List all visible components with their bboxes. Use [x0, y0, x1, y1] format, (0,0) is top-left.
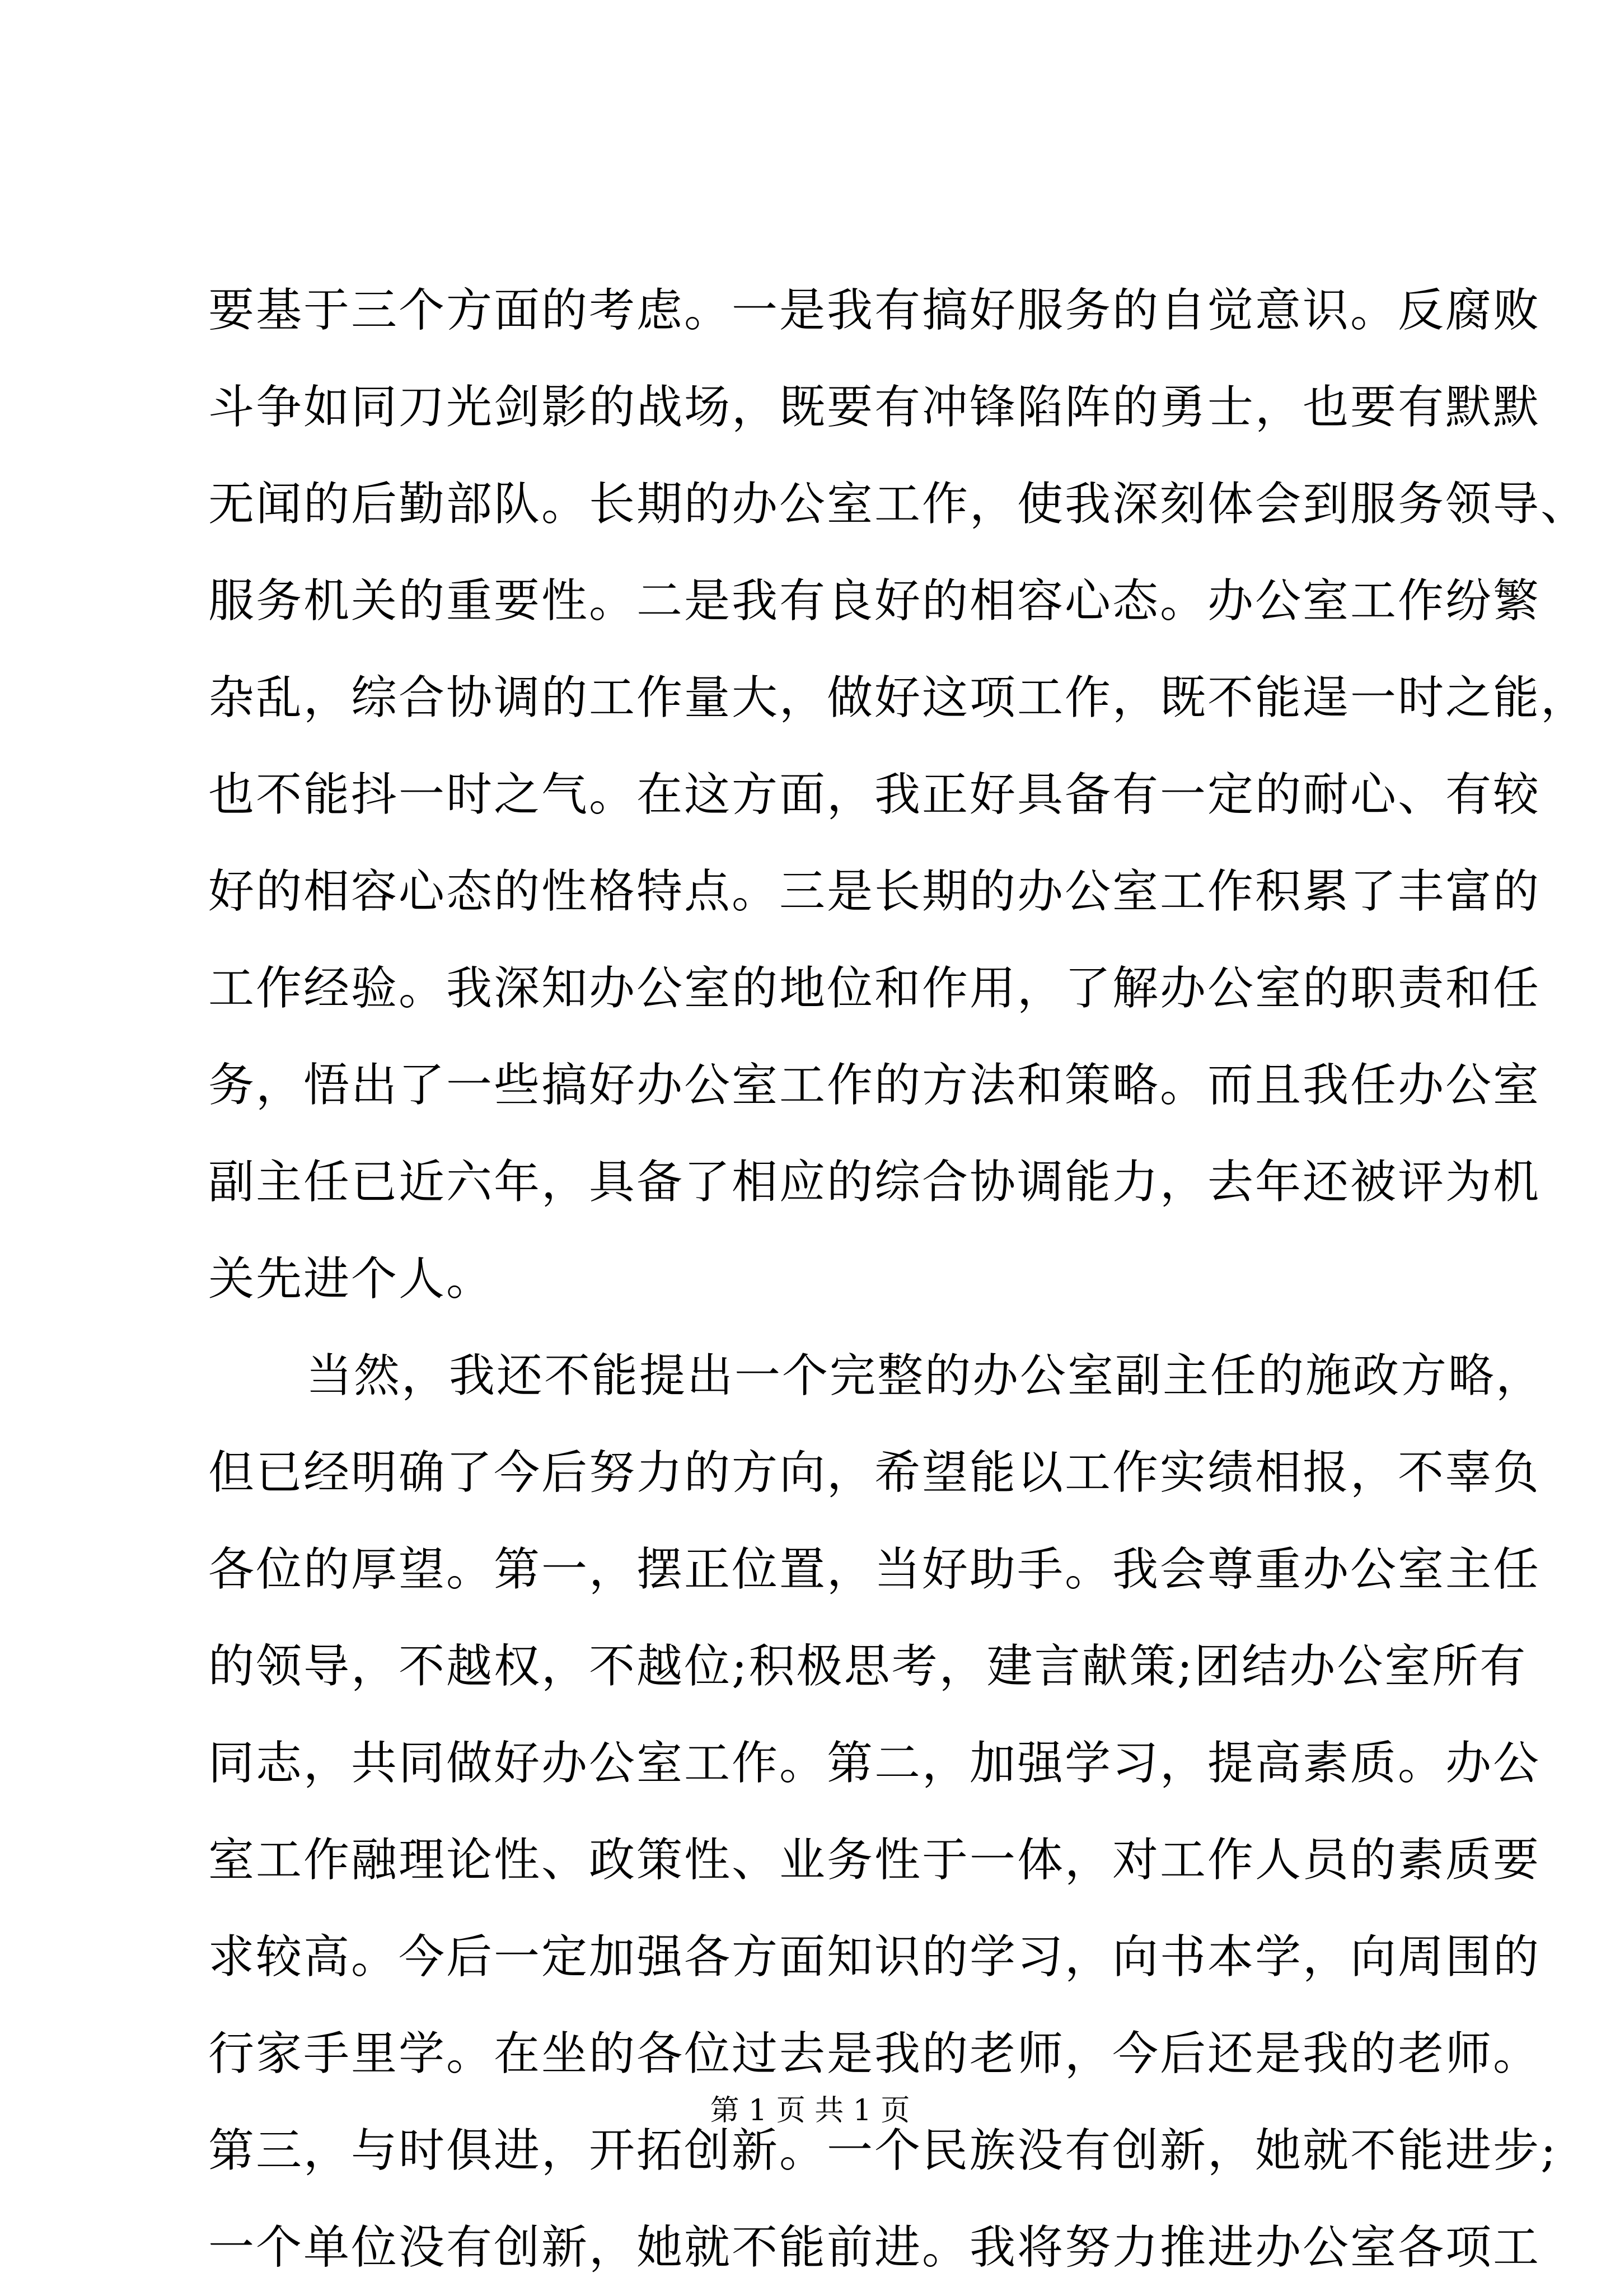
text-line: 行家手里学。在坐的各位过去是我的老师，今后还是我的老师。	[208, 2027, 1541, 2080]
text-line: 各位的厚望。第一，摆正位置，当好助手。我会尊重办公室主任	[208, 1543, 1541, 1596]
text-line: 杂乱，综合协调的工作量大，做好这项工作，既不能逞一时之能，	[208, 671, 1589, 724]
text-line: 要基于三个方面的考虑。一是我有搞好服务的自觉意识。反腐败	[208, 284, 1541, 337]
text-line: 关先进个人。	[208, 1252, 494, 1306]
page-number-label: 第 1 页 共 1 页	[710, 2094, 910, 2127]
text-line: 也不能抖一时之气。在这方面，我正好具备有一定的耐心、有较	[208, 768, 1541, 821]
text-line: 第三，与时俱进，开拓创新。一个民族没有创新，她就不能进步;	[208, 2124, 1558, 2177]
text-line: 好的相容心态的性格特点。三是长期的办公室工作积累了丰富的	[208, 865, 1541, 918]
text-line: 同志，共同做好办公室工作。第二，加强学习，提高素质。办公	[208, 1737, 1541, 1790]
text-line: 但已经明确了今后努力的方向，希望能以工作实绩相报，不辜负	[208, 1446, 1541, 1499]
text-line: 一个单位没有创新，她就不能前进。我将努力推进办公室各项工	[208, 2221, 1541, 2274]
text-line: 工作经验。我深知办公室的地位和作用，了解办公室的职责和任	[208, 962, 1541, 1015]
text-line: 的领导，不越权，不越位;积极思考，建言献策;团结办公室所有	[208, 1640, 1528, 1693]
page-footer	[0, 2091, 1620, 2130]
paragraph-start-line: 当然，我还不能提出一个完整的办公室副主任的施政方略，	[306, 1349, 1544, 1402]
text-line: 副主任已近六年，具备了相应的综合协调能力，去年还被评为机	[208, 1156, 1541, 1209]
text-line: 服务机关的重要性。二是我有良好的相容心态。办公室工作纷繁	[208, 574, 1541, 628]
text-line: 务，悟出了一些搞好办公室工作的方法和策略。而且我任办公室	[208, 1059, 1541, 1112]
text-line: 无闻的后勤部队。长期的办公室工作，使我深刻体会到服务领导、	[208, 478, 1589, 531]
text-line: 斗争如同刀光剑影的战场，既要有冲锋陷阵的勇士，也要有默默	[208, 381, 1541, 434]
body-text	[208, 262, 1589, 2296]
text-line: 室工作融理论性、政策性、业务性于一体，对工作人员的素质要	[208, 1834, 1541, 1887]
text-line: 求较高。今后一定加强各方面知识的学习，向书本学，向周围的	[208, 1930, 1541, 1984]
